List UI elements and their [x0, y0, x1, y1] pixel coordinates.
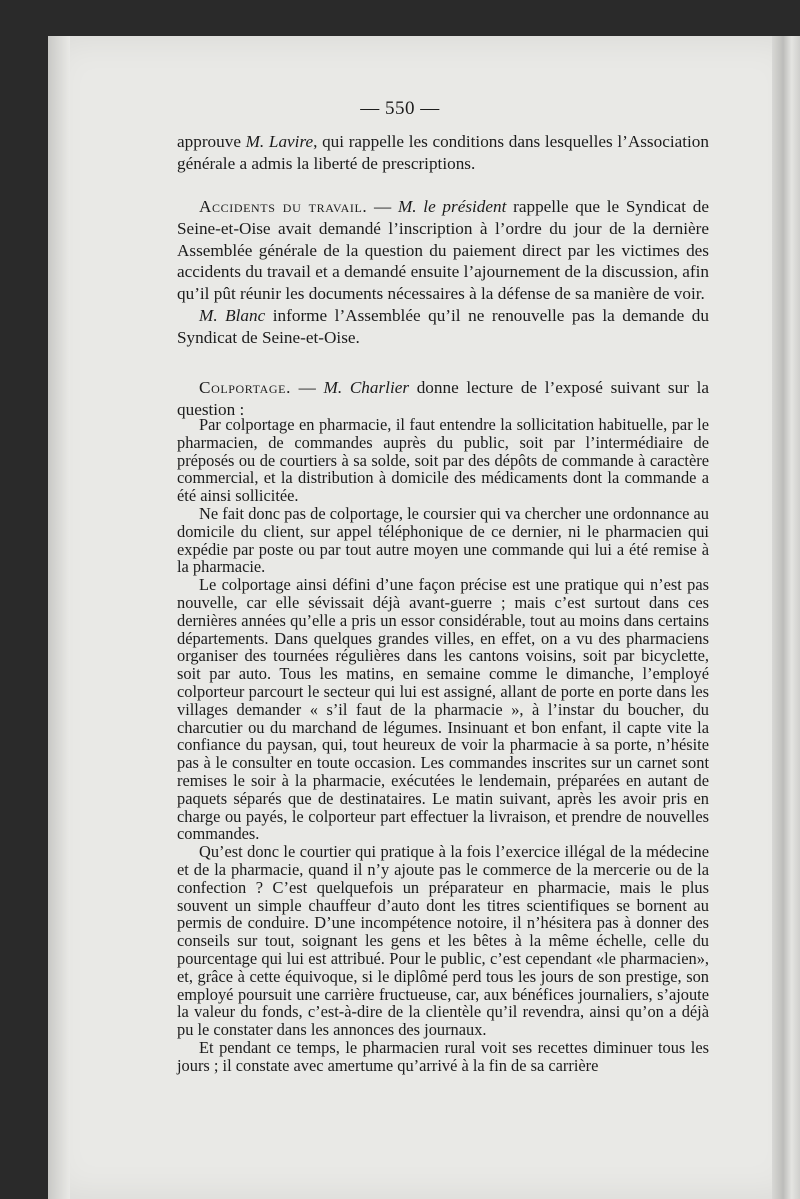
text-run: , qui rappelle les conditions dans lesquelles l’Association générale a admis la liberté de prescriptions. [177, 132, 709, 173]
dash: — [291, 378, 324, 397]
paragraph-association [177, 131, 709, 175]
expose-paragraph: Qu’est donc le courtier qui pratique à la fois l’exercice illégal de la médecine et de la pharmacie, quand il n’y ajoute pas le commerce de la mercerie ou de la confection ? C’est quelquefois un préparateur en pharmacie, mais le plus souvent un simple chauffeur d’auto dont les titres scientifiques se bornent au permis de conduire. D’une incompétence notoire, il n’hésitera pas à donner des conseils sur tout, soignant les gens et les bêtes à la même échelle, celle du pourcentage qui lui est attribué. Pour le public, c’est cependant «le pharmacien», et, grâce à cette équivoque, si le diplômé perd tous les jours de son prestige, son employé poursuit une carrière fructueuse, car, aux bénéfices journaliers, s’ajoute la valeur du fonds, c’est-à-dire de la clientèle qu’il revendra, ainsi qu’on a déjà pu le constater dans les annonces des journaux. [177, 842, 709, 1040]
speaker-lavire: M. Lavire [245, 132, 314, 151]
text-run: approuve [177, 132, 246, 151]
speaker-president: M. le président [397, 197, 507, 216]
section-accidents-du-travail [177, 196, 709, 349]
expose-paragraph: Ne fait donc pas de colportage, le coursier qui va chercher une ordonnance au domicile du client, sur appel téléphonique de ce dernier, ni le pharmacien qui expédie par poste ou par tout autre moyen une commande qui lui a été remise à la pharmacie. [177, 503, 709, 577]
section-heading-accidents: Accidents du travail. [199, 197, 368, 216]
text-run: rappelle que le Syndicat de Seine-et-Oise avait demandé l’inscription à l’ordre du jour de la dernière Assemblée générale de la question du paiement direct par les victimes des accidents du travail et a demandé ensuite l’ajournement de la discussion, afin qu’il pût réunir les documents nécessaires à la défense de sa manière de voir. [177, 197, 709, 304]
expose-paragraph: Par colportage en pharmacie, il faut entendre la sollicitation habituelle, par le pharmacien, de commandes auprès du public, soit par l’intermédiaire de préposés ou de courtiers à sa solde, soit par des dépôts de commande à caractère commercial, et la distribution à domicile des médicaments dont la commande a été ainsi sollicitée. [177, 415, 709, 506]
speaker-blanc: M. Blanc [199, 305, 266, 325]
page-number: — 550 — [360, 98, 440, 119]
text-run: donne lecture de l’exposé suivant sur la question : [177, 378, 710, 419]
page-gutter-shadow [48, 36, 70, 1199]
expose-paragraph: Et pendant ce temps, le pharmacien rural voit ses recettes diminuer tous les jours ; il constate avec amertume qu’arrivé à la fin de sa carrière [177, 1037, 709, 1075]
section-heading-colportage: Colportage. [199, 378, 292, 397]
next-page-edge [772, 36, 800, 1199]
dash: — [367, 197, 398, 216]
speaker-charlier: M. Charlier [323, 378, 410, 397]
expose-paragraph: Le colportage ainsi défini d’une façon précise est une pratique qui n’est pas nouvelle, car elle sévissait déjà avant-guerre ; mais c’est surtout dans ces dernières années qu’elle a pris un essor considérable, tout au moins dans certains départements. Dans quelques grandes villes, en effet, on a vu des pharmaciens organiser des tournées régulières dans les cantons voisins, soit par bicyclette, soit par auto. Tous les matins, en semaine comme le dimanche, l’employé colporteur parcourt le secteur qui lui est assigné, allant de porte en porte dans les villages demander « s’il faut de la pharmacie », à l’instar du boucher, du charcutier ou du marchand de légumes. Insinuant et bon enfant, il capte vite la confiance du paysan, qui, tout heureux de voir la pharmacie à sa porte, n’hésite pas à le consulter en toute occasion. Les commandes inscrites sur un carnet sont remises le soir à la pharmacie, exécutées le lendemain, préparées en autant de paquets séparés que de destinataires. Le matin suivant, après les avoir pris en charge ou payés, le colporteur part effectuer la livraison, et prendre de nouvelles commandes. [177, 575, 709, 844]
expose-colportage [177, 416, 709, 1074]
text-run: informe l’Assemblée qu’il ne renouvelle pas la demande du Syndicat de Seine-et-Oise. [177, 305, 709, 347]
